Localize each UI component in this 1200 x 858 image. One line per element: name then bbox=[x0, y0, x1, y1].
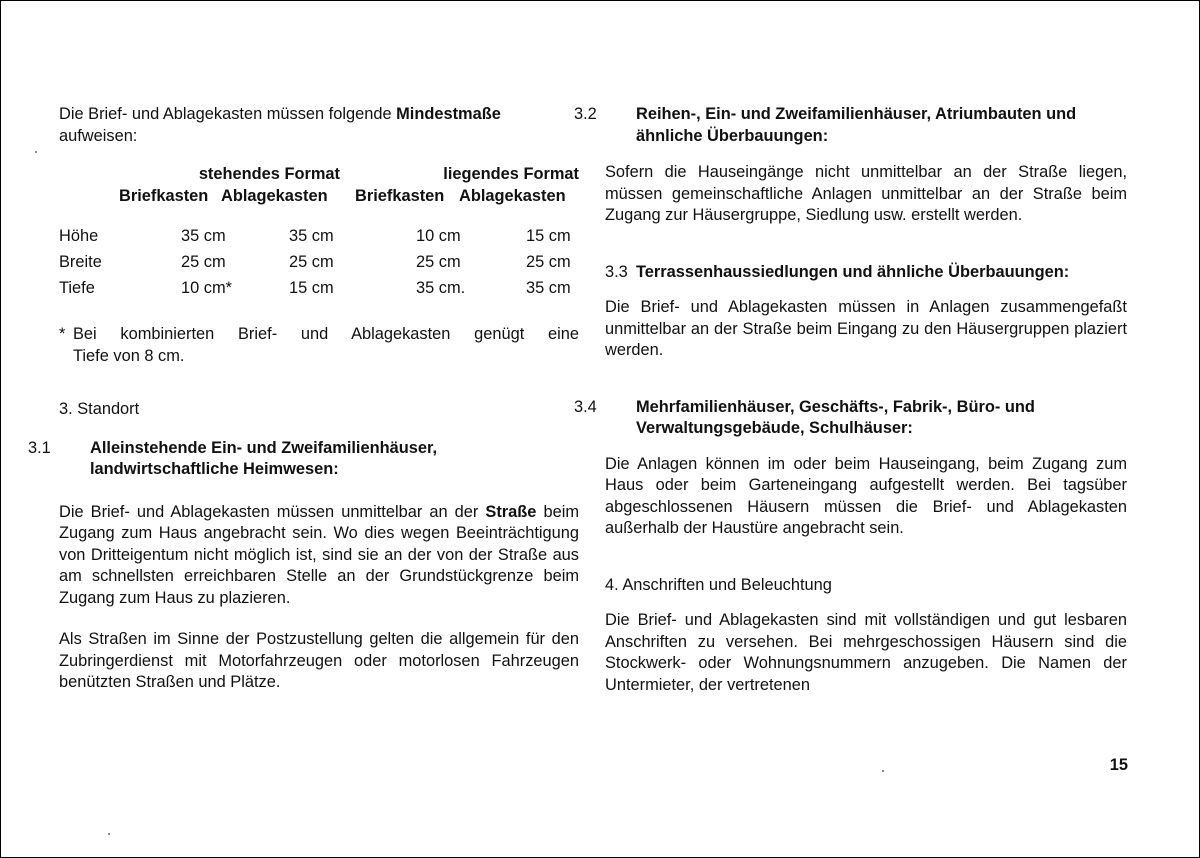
sub-header: Briefkasten bbox=[355, 187, 445, 205]
row-label: Höhe bbox=[59, 227, 99, 245]
paragraph-text: Die Brief- und Ablagekasten müssen unmittelbar an der bbox=[59, 502, 479, 521]
section-number: 3.3 bbox=[605, 262, 628, 281]
table-cell: 15 cm bbox=[526, 227, 571, 245]
section-3-1-title: Alleinstehende Ein- und Zweifamilienhäuser, landwirtschaftliche Heimwesen: bbox=[90, 438, 438, 478]
footnote-line-1: Bei kombinierten Brief- und Ablagekasten genügt eine bbox=[73, 325, 579, 343]
dimensions-table bbox=[59, 164, 579, 364]
table-cell: 25 cm bbox=[289, 253, 334, 271]
section-3-1-paragraph-1 bbox=[59, 502, 579, 610]
footnote-marker: * bbox=[59, 325, 66, 343]
section-4-text: Die Brief- und Ablagekasten sind mit vollständigen und gut lesbaren Anschriften zu versehen. Bei mehrgeschossigen Häusern sind die Stockwerk- oder Wohnungsnummern anzugeben. Die Namen der Untermieter, der vertretenen bbox=[605, 611, 1127, 694]
row-label: Tiefe bbox=[59, 279, 95, 297]
table-cell: 10 cm bbox=[416, 227, 461, 245]
group-header-liegend: liegendes Format bbox=[443, 165, 579, 183]
sub-header: Briefkasten bbox=[119, 187, 209, 205]
table-cell: 35 cm. bbox=[416, 279, 466, 297]
table-cell: 10 cm* bbox=[181, 279, 233, 297]
table-cell: 25 cm bbox=[181, 253, 226, 271]
row-label: Breite bbox=[59, 253, 102, 271]
section-3-4-title: Mehrfamilienhäuser, Geschäfts-, Fabrik-, Büro- und Verwaltungsgebäude, Schulhäuser: bbox=[636, 397, 1035, 437]
page-number: 15 bbox=[1109, 756, 1128, 774]
section-3-3-text: Die Brief- und Ablagekasten müssen in Anlagen zusammengefaßt unmittelbar an der Straße beim Eingang zu den Häusergruppen plaziert werden. bbox=[605, 298, 1127, 359]
table-cell: 25 cm bbox=[416, 253, 461, 271]
left-column bbox=[28, 104, 579, 694]
scan-speck bbox=[35, 151, 37, 153]
sub-header: Ablagekasten bbox=[221, 187, 328, 205]
right-column bbox=[574, 104, 1127, 696]
scan-speck bbox=[882, 770, 884, 772]
table-cell: 35 cm bbox=[289, 227, 334, 245]
intro-text-end: aufweisen: bbox=[59, 126, 138, 145]
section-3-3-title: Terrassenhaussiedlungen und ähnliche Überbauungen: bbox=[636, 262, 1070, 281]
intro-paragraph bbox=[59, 104, 559, 147]
section-3-3-heading bbox=[605, 262, 1127, 284]
table-cell: 15 cm bbox=[289, 279, 334, 297]
section-3-4-heading bbox=[574, 397, 1136, 440]
section-3-4-text: Die Anlagen können im oder beim Hauseingang, beim Zugang zum Haus oder beim Garteneingang aufgestellt werden. Bei tagsüber abgeschlossenen Häusern müssen die Brief- und Ablagekasten außerhalb der Haustüre angebracht sein. bbox=[605, 454, 1127, 537]
intro-bold-term: Mindestmaße bbox=[396, 105, 501, 123]
paragraph-text: beim Zugang zum Haus angebracht sein. Wo dies wegen Beeinträchtigung von Dritteigentum nicht möglich ist, sind sie an der von der Straße aus am schnellsten erreichbaren Stelle an der Grundstückgrenze beim Zugang zum Haus zu plazieren. bbox=[59, 502, 579, 607]
section-3-1-heading bbox=[28, 438, 580, 481]
section-3-2-title: Reihen-, Ein- und Zweifamilienhäuser, Atriumbauten und ähnliche Überbauungen: bbox=[636, 105, 1077, 145]
group-header-stehend: stehendes Format bbox=[198, 165, 340, 183]
section-number: 3.4 bbox=[574, 397, 597, 416]
table-cell: 25 cm bbox=[526, 253, 571, 271]
section-3-2-text: Sofern die Hauseingänge nicht unmittelbar an der Straße liegen, müssen gemeinschaftliche Anlagen unmittelbar an der Straße beim Zugang zur Häusergruppe, Siedlung usw. erstellt werden. bbox=[605, 163, 1127, 224]
section-3-2-heading bbox=[574, 104, 1136, 147]
section-3-title: 3. Standort bbox=[59, 400, 140, 418]
intro-text: Die Brief- und Ablagekasten müssen folgende bbox=[59, 105, 392, 123]
section-number: 3.1 bbox=[28, 438, 51, 457]
sub-header: Ablagekasten bbox=[459, 187, 566, 205]
section-4-title: 4. Anschriften und Beleuchtung bbox=[605, 575, 832, 594]
footnote-line-2: Tiefe von 8 cm. bbox=[73, 347, 185, 365]
table-cell: 35 cm bbox=[526, 279, 571, 297]
section-3-1-paragraph-2: Als Straßen im Sinne der Postzustellung gelten die allgemein für den Zubringerdienst mit Motorfahrzeugen oder motorlosen Fahrzeugen benützten Straßen und Plätze. bbox=[59, 630, 579, 691]
bold-term-strasse: Straße bbox=[485, 502, 537, 521]
scan-speck bbox=[108, 833, 110, 835]
table-cell: 35 cm bbox=[181, 227, 226, 245]
section-number: 3.2 bbox=[574, 105, 597, 123]
